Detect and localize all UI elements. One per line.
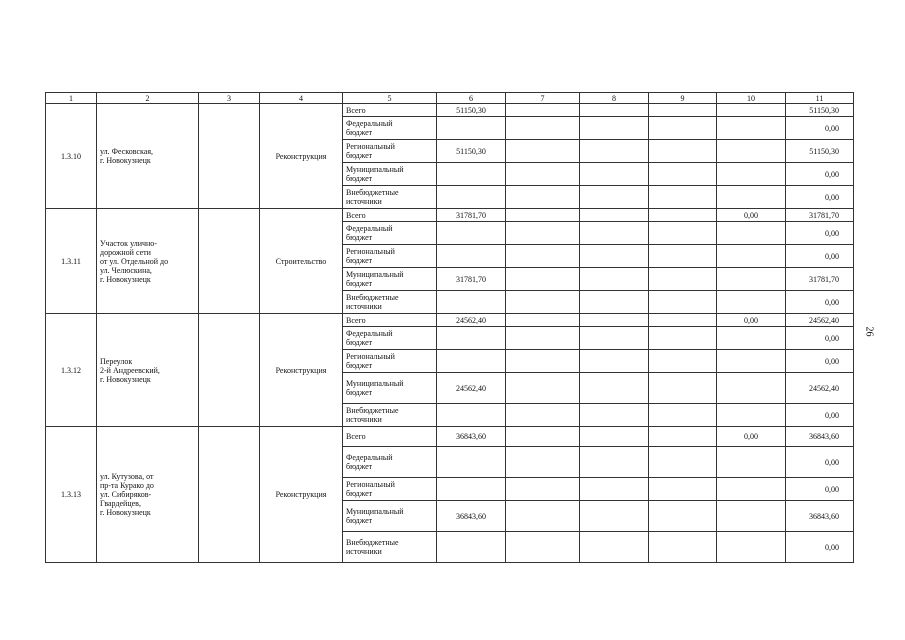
value-col-10: 0,00 xyxy=(717,314,786,327)
column-number-row xyxy=(46,93,854,104)
value-col-7 xyxy=(506,245,580,268)
value-col-7 xyxy=(506,104,580,117)
value-col-6 xyxy=(437,447,506,478)
value-col-10 xyxy=(717,117,786,140)
value-col-6 xyxy=(437,222,506,245)
funding-source: Всего xyxy=(343,104,437,117)
value-col-8 xyxy=(580,291,649,314)
value-col-11: 51150,30 xyxy=(786,140,854,163)
value-col-10 xyxy=(717,532,786,563)
value-col-10: 0,00 xyxy=(717,427,786,447)
value-col-11: 36843,60 xyxy=(786,501,854,532)
funding-source: Муниципальный бюджет xyxy=(343,373,437,404)
value-col-7 xyxy=(506,350,580,373)
work-type: Реконструкция xyxy=(260,104,343,209)
table-row xyxy=(46,427,854,447)
column-3-cell xyxy=(199,314,260,427)
value-col-11: 0,00 xyxy=(786,186,854,209)
value-col-9 xyxy=(649,350,717,373)
value-col-10: 0,00 xyxy=(717,209,786,222)
value-col-8 xyxy=(580,209,649,222)
value-col-7 xyxy=(506,427,580,447)
value-col-7 xyxy=(506,314,580,327)
column-number: 5 xyxy=(343,93,437,104)
value-col-9 xyxy=(649,209,717,222)
column-number: 6 xyxy=(437,93,506,104)
value-col-10 xyxy=(717,163,786,186)
value-col-11: 36843,60 xyxy=(786,427,854,447)
value-col-10 xyxy=(717,104,786,117)
funding-source: Региональный бюджет xyxy=(343,140,437,163)
work-type: Строительство xyxy=(260,209,343,314)
value-col-6: 31781,70 xyxy=(437,268,506,291)
value-col-9 xyxy=(649,117,717,140)
value-col-8 xyxy=(580,117,649,140)
funding-source: Всего xyxy=(343,427,437,447)
value-col-6: 24562,40 xyxy=(437,314,506,327)
value-col-7 xyxy=(506,532,580,563)
value-col-7 xyxy=(506,291,580,314)
value-col-6: 36843,60 xyxy=(437,427,506,447)
column-number: 3 xyxy=(199,93,260,104)
value-col-8 xyxy=(580,314,649,327)
value-col-8 xyxy=(580,427,649,447)
funding-source: Федеральный бюджет xyxy=(343,222,437,245)
value-col-9 xyxy=(649,478,717,501)
funding-source: Федеральный бюджет xyxy=(343,447,437,478)
column-number: 7 xyxy=(506,93,580,104)
value-col-9 xyxy=(649,532,717,563)
value-col-11: 0,00 xyxy=(786,350,854,373)
value-col-9 xyxy=(649,327,717,350)
value-col-7 xyxy=(506,327,580,350)
table-row xyxy=(46,209,854,222)
value-col-8 xyxy=(580,447,649,478)
object-name: Переулок 2-й Андреевский, г. Новокузнецк xyxy=(97,314,199,427)
funding-source: Внебюджетные источники xyxy=(343,532,437,563)
value-col-8 xyxy=(580,478,649,501)
value-col-9 xyxy=(649,140,717,163)
object-name: ул. Фесковская, г. Новокузнецк xyxy=(97,104,199,209)
value-col-9 xyxy=(649,501,717,532)
value-col-10 xyxy=(717,186,786,209)
column-number: 1 xyxy=(46,93,97,104)
column-3-cell xyxy=(199,427,260,563)
page-number: 26 xyxy=(863,326,875,337)
value-col-7 xyxy=(506,117,580,140)
value-col-8 xyxy=(580,268,649,291)
funding-source: Внебюджетные источники xyxy=(343,404,437,427)
value-col-9 xyxy=(649,268,717,291)
value-col-6 xyxy=(437,532,506,563)
value-col-10 xyxy=(717,268,786,291)
funding-source: Муниципальный бюджет xyxy=(343,268,437,291)
value-col-6 xyxy=(437,350,506,373)
value-col-11: 0,00 xyxy=(786,291,854,314)
value-col-6 xyxy=(437,163,506,186)
funding-source: Внебюджетные источники xyxy=(343,186,437,209)
value-col-6: 36843,60 xyxy=(437,501,506,532)
item-number: 1.3.12 xyxy=(46,314,97,427)
value-col-11: 0,00 xyxy=(786,327,854,350)
value-col-7 xyxy=(506,373,580,404)
value-col-6 xyxy=(437,478,506,501)
value-col-9 xyxy=(649,222,717,245)
object-name: ул. Кутузова, от пр-та Курако до ул. Сибиряков- Гвардейцев, г. Новокузнецк xyxy=(97,427,199,563)
value-col-9 xyxy=(649,447,717,478)
work-type: Реконструкция xyxy=(260,314,343,427)
value-col-8 xyxy=(580,350,649,373)
value-col-7 xyxy=(506,163,580,186)
value-col-11: 0,00 xyxy=(786,222,854,245)
funding-source: Муниципальный бюджет xyxy=(343,163,437,186)
column-number: 9 xyxy=(649,93,717,104)
value-col-10 xyxy=(717,350,786,373)
value-col-11: 31781,70 xyxy=(786,209,854,222)
funding-source: Внебюджетные источники xyxy=(343,291,437,314)
value-col-11: 0,00 xyxy=(786,532,854,563)
work-type: Реконструкция xyxy=(260,427,343,563)
value-col-9 xyxy=(649,427,717,447)
value-col-9 xyxy=(649,291,717,314)
value-col-10 xyxy=(717,245,786,268)
value-col-7 xyxy=(506,478,580,501)
value-col-11: 31781,70 xyxy=(786,268,854,291)
funding-source: Федеральный бюджет xyxy=(343,117,437,140)
value-col-10 xyxy=(717,373,786,404)
value-col-11: 0,00 xyxy=(786,245,854,268)
item-number: 1.3.13 xyxy=(46,427,97,563)
value-col-6 xyxy=(437,186,506,209)
value-col-8 xyxy=(580,501,649,532)
value-col-11: 0,00 xyxy=(786,163,854,186)
value-col-8 xyxy=(580,404,649,427)
value-col-8 xyxy=(580,163,649,186)
table-row xyxy=(46,314,854,327)
value-col-7 xyxy=(506,209,580,222)
value-col-11: 24562,40 xyxy=(786,373,854,404)
value-col-9 xyxy=(649,404,717,427)
column-3-cell xyxy=(199,104,260,209)
value-col-8 xyxy=(580,327,649,350)
value-col-9 xyxy=(649,245,717,268)
column-number: 10 xyxy=(717,93,786,104)
value-col-7 xyxy=(506,501,580,532)
table-row xyxy=(46,104,854,117)
value-col-11: 51150,30 xyxy=(786,104,854,117)
value-col-8 xyxy=(580,532,649,563)
value-col-10 xyxy=(717,140,786,163)
value-col-9 xyxy=(649,373,717,404)
value-col-11: 0,00 xyxy=(786,404,854,427)
value-col-8 xyxy=(580,222,649,245)
value-col-11: 24562,40 xyxy=(786,314,854,327)
funding-source: Всего xyxy=(343,209,437,222)
value-col-9 xyxy=(649,104,717,117)
value-col-7 xyxy=(506,222,580,245)
value-col-6 xyxy=(437,245,506,268)
column-number: 4 xyxy=(260,93,343,104)
value-col-7 xyxy=(506,186,580,209)
column-number: 2 xyxy=(97,93,199,104)
value-col-7 xyxy=(506,447,580,478)
value-col-8 xyxy=(580,104,649,117)
value-col-7 xyxy=(506,268,580,291)
funding-source: Региональный бюджет xyxy=(343,245,437,268)
value-col-9 xyxy=(649,163,717,186)
value-col-11: 0,00 xyxy=(786,478,854,501)
column-number: 11 xyxy=(786,93,854,104)
value-col-6: 31781,70 xyxy=(437,209,506,222)
value-col-8 xyxy=(580,373,649,404)
value-col-10 xyxy=(717,447,786,478)
value-col-10 xyxy=(717,327,786,350)
column-number: 8 xyxy=(580,93,649,104)
value-col-7 xyxy=(506,404,580,427)
funding-source: Всего xyxy=(343,314,437,327)
value-col-10 xyxy=(717,404,786,427)
value-col-8 xyxy=(580,186,649,209)
funding-table xyxy=(45,92,854,563)
value-col-6 xyxy=(437,291,506,314)
value-col-11: 0,00 xyxy=(786,447,854,478)
value-col-9 xyxy=(649,314,717,327)
funding-source: Региональный бюджет xyxy=(343,350,437,373)
value-col-10 xyxy=(717,478,786,501)
value-col-6: 51150,30 xyxy=(437,140,506,163)
value-col-6: 24562,40 xyxy=(437,373,506,404)
item-number: 1.3.11 xyxy=(46,209,97,314)
item-number: 1.3.10 xyxy=(46,104,97,209)
value-col-7 xyxy=(506,140,580,163)
value-col-8 xyxy=(580,245,649,268)
value-col-9 xyxy=(649,186,717,209)
value-col-11: 0,00 xyxy=(786,117,854,140)
object-name: Участок улично- дорожной сети от ул. Отдельной до ул. Челюскина, г. Новокузнецк xyxy=(97,209,199,314)
value-col-8 xyxy=(580,140,649,163)
value-col-6 xyxy=(437,404,506,427)
value-col-10 xyxy=(717,291,786,314)
value-col-6 xyxy=(437,117,506,140)
value-col-10 xyxy=(717,501,786,532)
funding-source: Муниципальный бюджет xyxy=(343,501,437,532)
value-col-10 xyxy=(717,222,786,245)
funding-source: Федеральный бюджет xyxy=(343,327,437,350)
table-body xyxy=(46,93,854,563)
column-3-cell xyxy=(199,209,260,314)
funding-source: Региональный бюджет xyxy=(343,478,437,501)
value-col-6: 51150,30 xyxy=(437,104,506,117)
value-col-6 xyxy=(437,327,506,350)
